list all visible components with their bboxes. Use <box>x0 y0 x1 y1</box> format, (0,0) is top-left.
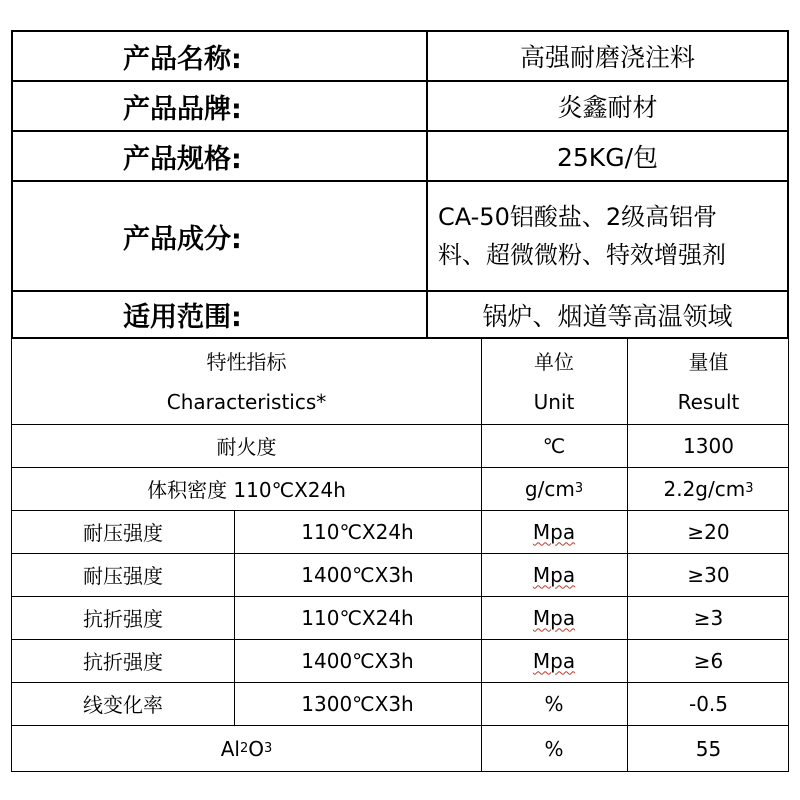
alumina-unit: % <box>544 736 564 761</box>
spec-table <box>11 339 789 772</box>
bulk-density-name: 体积密度 110℃X24h <box>147 478 346 502</box>
application-label: 适用范围: <box>13 292 428 337</box>
product-spec-row <box>13 132 787 182</box>
header-characteristics-cn: 特性指标 <box>206 349 287 374</box>
composition-line-2: 料、超微微粉、特效增强剂 <box>438 241 726 269</box>
header-result <box>627 339 790 424</box>
row-2-unit: Mpa <box>532 562 576 587</box>
product-spec-value: 25KG/包 <box>556 143 658 172</box>
application-row <box>13 292 787 337</box>
alumina-value: 55 <box>695 736 722 761</box>
row-4-condition: 1400℃X3h <box>301 648 414 673</box>
product-name-value: 高强耐磨浇注料 <box>519 43 695 72</box>
header-characteristics-en: Characteristics* <box>166 389 327 414</box>
header-unit-cn: 单位 <box>534 349 574 374</box>
row-5-condition: 1300℃X3h <box>301 691 414 716</box>
product-brand-row <box>13 82 787 132</box>
row-2-value: ≥30 <box>687 562 730 587</box>
row-4-value: ≥6 <box>693 648 724 673</box>
row-5-unit: % <box>544 691 564 716</box>
header-result-cn: 量值 <box>688 349 729 374</box>
product-name-label: 产品名称: <box>13 32 428 80</box>
product-info-table <box>11 30 789 339</box>
bulk-density-unit: g/cm 3 <box>524 476 584 501</box>
row-4-unit: Mpa <box>532 648 576 673</box>
product-spec-label: 产品规格: <box>13 132 428 180</box>
bulk-density-value: 2.2g/cm 3 <box>663 476 754 501</box>
row-1-name: 耐压强度 <box>83 521 163 545</box>
header-characteristics <box>12 339 481 424</box>
row-3-unit: Mpa <box>532 605 576 630</box>
composition-line-1: CA-50铝酸盐、2级高铝骨 <box>438 203 718 231</box>
row-4-name: 抗折强度 <box>83 650 163 674</box>
header-unit <box>481 339 627 424</box>
product-composition-row <box>13 182 787 292</box>
product-composition-label: 产品成分: <box>13 182 428 290</box>
product-name-row <box>13 32 787 82</box>
refractoriness-unit: ℃ <box>542 433 566 458</box>
row-1-unit: Mpa <box>532 519 576 544</box>
product-brand-value: 炎鑫耐材 <box>557 93 658 122</box>
row-5-value: -0.5 <box>688 691 729 716</box>
product-brand-label: 产品品牌: <box>13 82 428 130</box>
refractoriness-value: 1300 <box>683 433 734 458</box>
row-3-value: ≥3 <box>693 605 724 630</box>
product-composition-value <box>428 182 787 290</box>
row-2-name: 耐压强度 <box>83 564 163 588</box>
row-3-name: 抗折强度 <box>83 607 163 631</box>
row-1-value: ≥20 <box>687 519 730 544</box>
header-result-en: Result <box>677 389 740 414</box>
row-2-condition: 1400℃X3h <box>301 562 414 587</box>
row-1-condition: 110℃X24h <box>301 519 414 544</box>
row-5-name: 线变化率 <box>83 693 163 717</box>
application-value: 锅炉、烟道等高温领域 <box>482 301 733 331</box>
row-3-condition: 110℃X24h <box>301 605 414 630</box>
refractoriness-name: 耐火度 <box>216 435 277 459</box>
alumina-name: Al 2 O 3 <box>220 736 273 761</box>
header-unit-en: Unit <box>533 389 575 414</box>
